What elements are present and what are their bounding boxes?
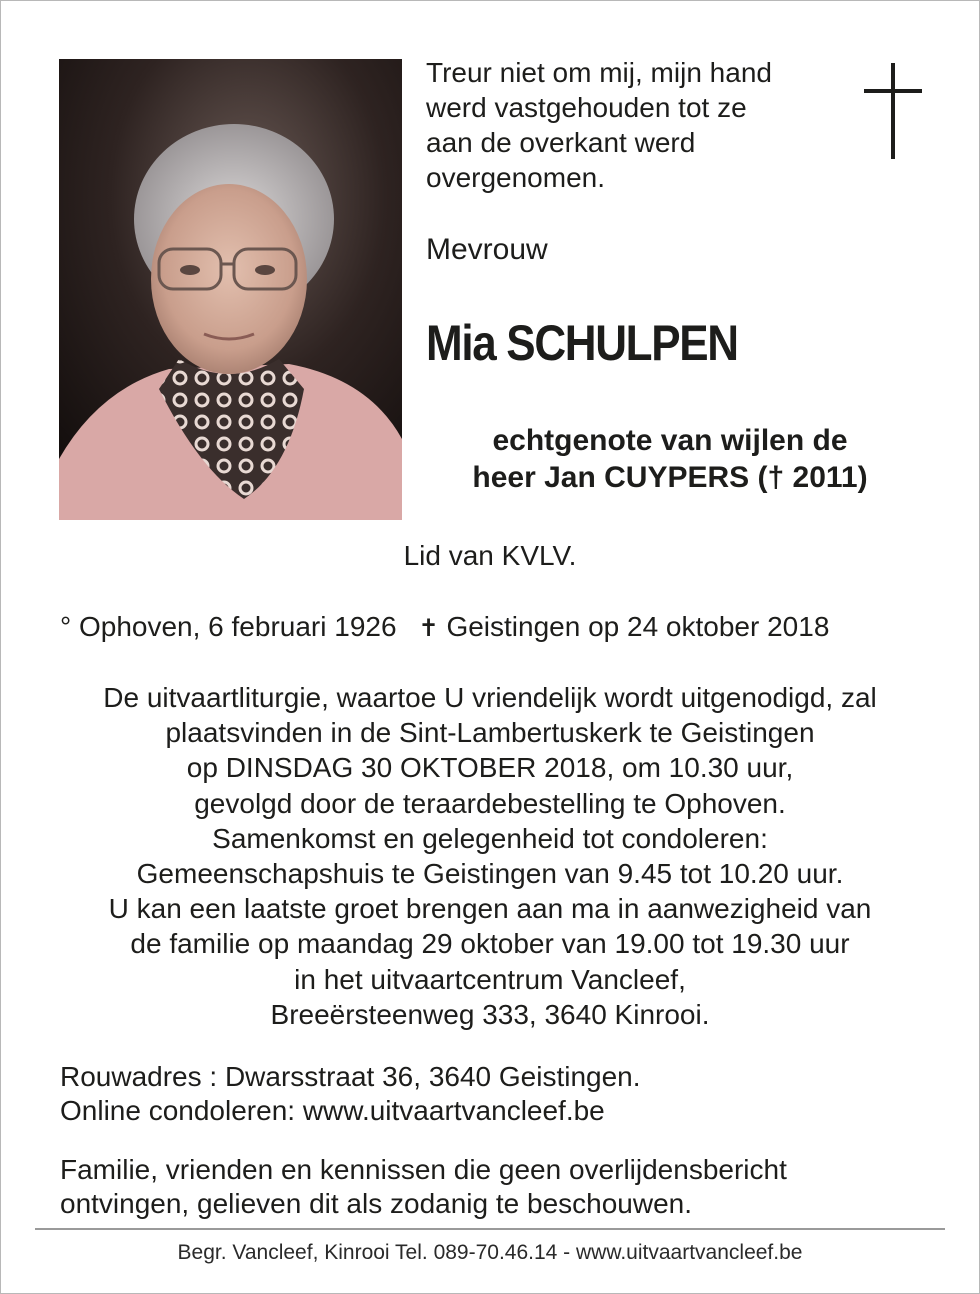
ceremony-line: de familie op maandag 29 oktober van 19.00 tot 19.30 uur bbox=[130, 928, 850, 960]
dagger-icon: ✝ bbox=[418, 615, 439, 642]
poem-line: werd vastgehouden tot ze bbox=[426, 92, 747, 123]
birth-death-dates bbox=[60, 609, 829, 647]
contact-info bbox=[60, 1060, 641, 1128]
birth-date: ° Ophoven, 6 februari 1926 bbox=[60, 611, 397, 642]
poem bbox=[426, 55, 846, 195]
ceremony-line: plaatsvinden in de Sint-Lambertuskerk te Geistingen bbox=[165, 717, 815, 749]
ceremony-details bbox=[0, 680, 980, 1032]
ceremony-line: U kan een laatste groet brengen aan ma in aanwezigheid van bbox=[108, 893, 872, 925]
footer-credit: Begr. Vancleef, Kinrooi Tel. 089-70.46.14 - www.uitvaartvancleef.be bbox=[177, 1241, 803, 1264]
deceased-name: Mia SCHULPEN bbox=[426, 315, 738, 371]
ceremony-line: gevolgd door de teraardebestelling te Ophoven. bbox=[194, 787, 786, 819]
family-note bbox=[60, 1153, 787, 1221]
spouse-line: echtgenote van wijlen de bbox=[492, 424, 848, 457]
ceremony-line: Gemeenschapshuis te Geistingen van 9.45 tot 10.20 uur. bbox=[136, 858, 844, 890]
portrait-photo bbox=[59, 59, 402, 520]
poem-line: aan de overkant werd bbox=[426, 127, 696, 158]
poem-line: overgenomen. bbox=[426, 162, 606, 193]
family-note-line: ontvingen, gelieven dit als zodanig te beschouwen. bbox=[60, 1188, 692, 1219]
mourning-address: Rouwadres : Dwarsstraat 36, 3640 Geistingen. bbox=[60, 1061, 641, 1092]
spouse-info bbox=[410, 422, 930, 496]
membership: Lid van KVLV. bbox=[403, 540, 577, 571]
ceremony-line: in het uitvaartcentrum Vancleef, bbox=[294, 963, 686, 995]
footer-divider bbox=[35, 1228, 945, 1230]
death-date: Geistingen op 24 oktober 2018 bbox=[446, 611, 830, 642]
ceremony-line: op DINSDAG 30 OKTOBER 2018, om 10.30 uur, bbox=[186, 752, 794, 784]
latin-cross-icon bbox=[864, 63, 922, 159]
ceremony-line: Breeërsteenweg 333, 3640 Kinrooi. bbox=[270, 998, 710, 1030]
spouse-line: heer Jan CUYPERS († 2011) bbox=[472, 461, 868, 494]
ceremony-line: Samenkomst en gelegenheid tot condoleren: bbox=[212, 822, 768, 854]
online-condolence: Online condoleren: www.uitvaartvancleef.be bbox=[60, 1095, 605, 1126]
family-note-line: Familie, vrienden en kennissen die geen overlijdensbericht bbox=[60, 1154, 787, 1185]
poem-line: Treur niet om mij, mijn hand bbox=[426, 57, 772, 88]
honorific-title: Mevrouw bbox=[426, 233, 548, 266]
ceremony-line: De uitvaartliturgie, waartoe U vriendelijk wordt uitgenodigd, zal bbox=[103, 682, 877, 713]
